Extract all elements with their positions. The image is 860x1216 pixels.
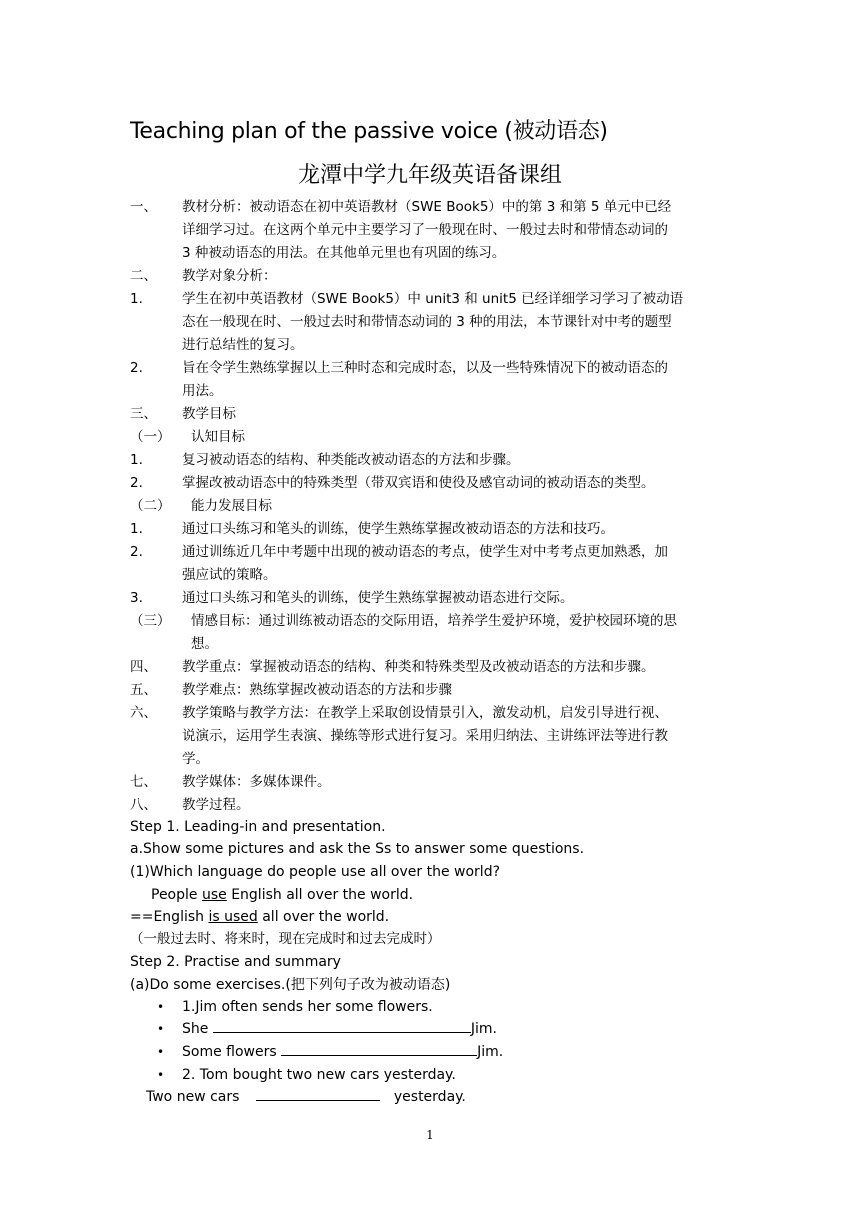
section-3a-item-2-number: 2. xyxy=(130,475,143,491)
section-2-number: 二、 xyxy=(130,268,157,284)
section-2-item-1-line-2: 态在一般现在时、一般过去时和带情态动词的 3 种的用法，本节课针对中考的题型 xyxy=(182,314,672,330)
answer-blank[interactable] xyxy=(213,1019,471,1033)
section-3c-line-2: 想。 xyxy=(191,636,218,652)
section-3b-number: （二） xyxy=(130,498,171,514)
bullet-2: • xyxy=(157,1022,165,1036)
step-1-heading: Step 1. Leading-in and presentation. xyxy=(130,819,386,835)
section-3a-number: （一） xyxy=(130,429,171,445)
section-3a-title: 认知目标 xyxy=(191,429,245,445)
section-8-text: 教学过程。 xyxy=(182,797,250,813)
section-3b-item-3-number: 3. xyxy=(130,590,143,606)
section-3b-item-2-number: 2. xyxy=(130,544,143,560)
section-5-text: 教学难点：熟练掌握改被动语态的方法和步骤 xyxy=(182,682,452,698)
section-2-title: 教学对象分析： xyxy=(182,268,277,284)
question-1: (1)Which language do people use all over the world? xyxy=(130,864,501,880)
section-1-line-3: 3 种被动语态的用法。在其他单元里也有巩固的练习。 xyxy=(182,245,506,261)
section-2-item-2-line-1: 旨在令学生熟练掌握以上三种时态和完成时态，以及一些特殊情况下的被动语态的 xyxy=(182,360,668,376)
section-1-line-2: 详细学习过。在这两个单元中主要学习了一般现在时、一般过去时和带情态动词的 xyxy=(182,222,668,238)
section-3c-number: （三） xyxy=(130,613,171,629)
section-6-line-3: 学。 xyxy=(182,751,209,767)
section-3-title: 教学目标 xyxy=(182,406,236,422)
exercise-1-blank-a: She Jim. xyxy=(182,1021,497,1037)
section-3b-item-2-line-1: 通过训练近几年中考题中出现的被动语态的考点，使学生对中考考点更加熟悉，加 xyxy=(182,544,668,560)
step-1-instruction: a.Show some pictures and ask the Ss to answer some questions. xyxy=(130,841,585,857)
section-6-line-2: 说演示，运用学生表演、操练等形式进行复习。采用归纳法、主讲练评法等进行教 xyxy=(182,728,668,744)
underlined-verb: use xyxy=(201,887,227,903)
section-2-item-1-line-1: 学生在初中英语教材（SWE Book5）中 unit3 和 unit5 已经详细学习学习了被动语 xyxy=(182,291,684,307)
section-6-number: 六、 xyxy=(130,705,157,721)
section-1-line-1: 教材分析：被动语态在初中英语教材（SWE Book5）中的第 3 和第 5 单元中已经 xyxy=(182,199,672,215)
bullet-3: • xyxy=(157,1045,165,1059)
section-3-number: 三、 xyxy=(130,406,157,422)
section-5-number: 五、 xyxy=(130,682,157,698)
section-2-item-2-line-2: 用法。 xyxy=(182,383,223,399)
section-6-line-1: 教学策略与教学方法：在教学上采取创设情景引入，激发动机，启发引导进行视、 xyxy=(182,705,668,721)
section-3a-item-1-number: 1. xyxy=(130,452,143,468)
step-2-heading: Step 2. Practise and summary xyxy=(130,954,341,970)
exercise-2-sentence: 2. Tom bought two new cars yesterday. xyxy=(182,1067,456,1083)
section-3a-item-1: 复习被动语态的结构、种类能改被动语态的方法和步骤。 xyxy=(182,452,520,468)
bullet-4: • xyxy=(157,1068,165,1082)
answer-blank[interactable] xyxy=(281,1042,477,1056)
tense-note: （一般过去时、将来时，现在完成时和过去完成时） xyxy=(130,931,441,947)
section-3b-item-1-number: 1. xyxy=(130,521,143,537)
section-8-number: 八、 xyxy=(130,797,157,813)
exercise-2-blank: Two new cars yesterday. xyxy=(146,1089,466,1105)
section-7-text: 教学媒体：多媒体课件。 xyxy=(182,774,331,790)
page-title: Teaching plan of the passive voice (被动语态) xyxy=(130,119,608,144)
step-2-instruction: (a)Do some exercises.(把下列句子改为被动语态) xyxy=(130,977,451,993)
section-3a-item-2: 掌握改被动语态中的特殊类型（带双宾语和使役及感官动词的被动语态的类型。 xyxy=(182,475,655,491)
section-3b-title: 能力发展目标 xyxy=(191,498,272,514)
answer-passive: ==English is used all over the world. xyxy=(130,909,390,925)
section-3b-item-2-line-2: 强应试的策略。 xyxy=(182,567,277,583)
page-number: 1 xyxy=(426,1128,434,1142)
section-4-text: 教学重点：掌握被动语态的结构、种类和特殊类型及改被动语态的方法和步骤。 xyxy=(182,659,655,675)
section-3b-item-1: 通过口头练习和笔头的训练，使学生熟练掌握改被动语态的方法和技巧。 xyxy=(182,521,614,537)
answer-blank[interactable] xyxy=(256,1087,380,1101)
answer-active: People use English all over the world. xyxy=(151,887,414,903)
section-4-number: 四、 xyxy=(130,659,157,675)
exercise-1-sentence: 1.Jim often sends her some flowers. xyxy=(182,999,433,1015)
section-7-number: 七、 xyxy=(130,774,157,790)
section-2-item-1-number: 1. xyxy=(130,291,143,307)
section-3b-item-3: 通过口头练习和笔头的训练，使学生熟练掌握被动语态进行交际。 xyxy=(182,590,574,606)
bullet-1: • xyxy=(157,1000,165,1014)
underlined-passive-verb: is used xyxy=(208,909,258,925)
section-2-item-1-line-3: 进行总结性的复习。 xyxy=(182,337,304,353)
page-subtitle: 龙潭中学九年级英语备课组 xyxy=(297,163,562,188)
exercise-1-blank-b: Some flowers Jim. xyxy=(182,1044,504,1060)
section-3c-line-1: 情感目标：通过训练被动语态的交际用语，培养学生爱护环境，爱护校园环境的思 xyxy=(191,613,677,629)
section-1-number: 一、 xyxy=(130,199,157,215)
section-2-item-2-number: 2. xyxy=(130,360,143,376)
